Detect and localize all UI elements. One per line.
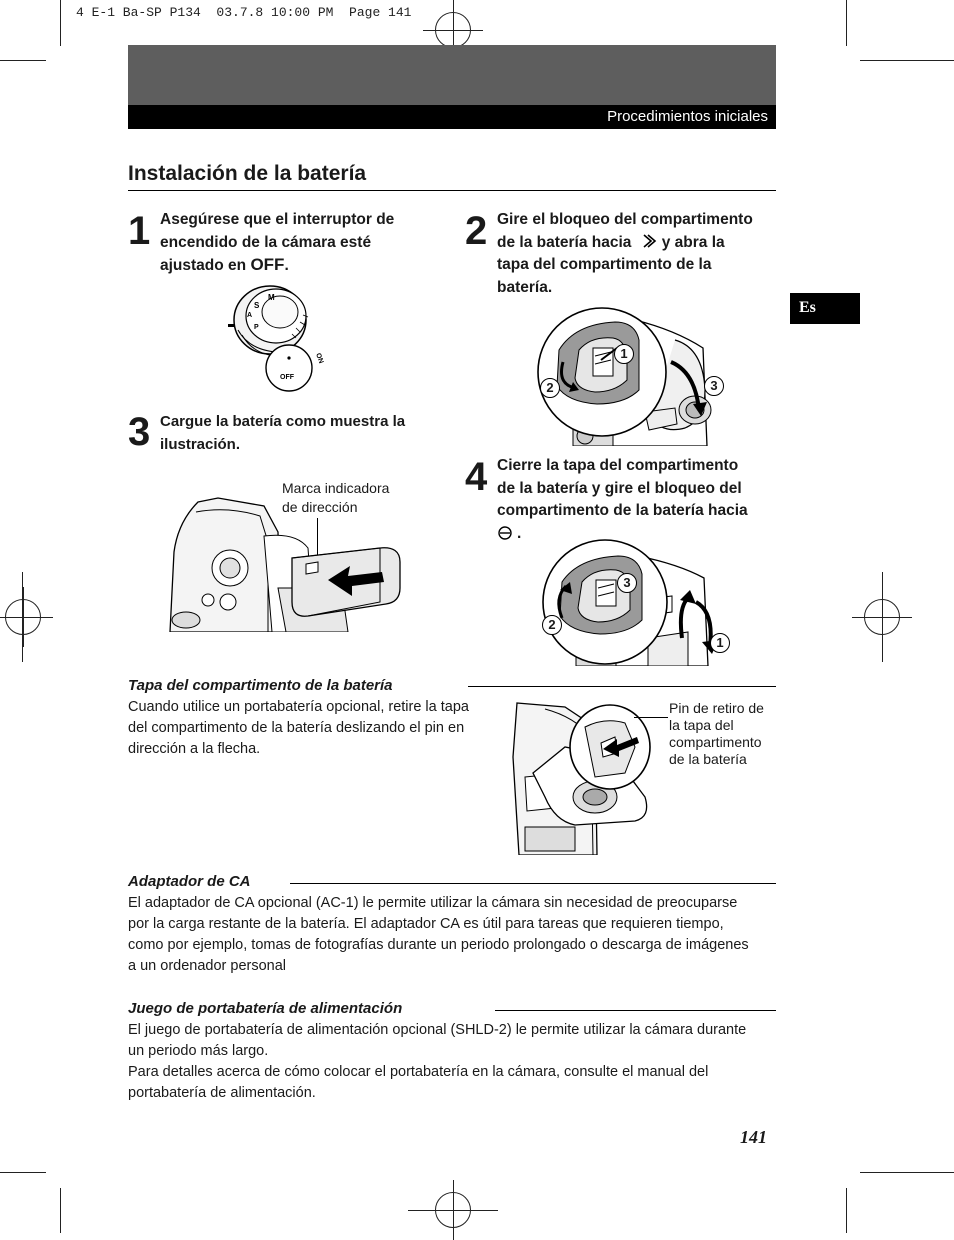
- step-3-number: 3: [128, 410, 151, 454]
- title-rule: [128, 190, 776, 191]
- unlock-direction-icon: [640, 233, 658, 249]
- step-4-callout-1: 1: [710, 633, 730, 653]
- step-2-callout-1: 1: [614, 344, 634, 364]
- body-line: a un ordenador personal: [128, 958, 287, 974]
- lock-direction-icon: [497, 525, 513, 541]
- step-2-line: tapa del compartimento de la: [497, 256, 712, 273]
- body-line: El juego de portabatería de alimentación opcional (SHLD-2) le permite utilizar la cámara durante: [128, 1022, 747, 1038]
- dial-label-m: M: [268, 293, 275, 302]
- caption-line: de dirección: [282, 499, 358, 515]
- step-2-number: 2: [465, 209, 488, 253]
- step-1-line-text: ajustado en: [160, 257, 251, 274]
- step-4-number: 4: [465, 455, 488, 499]
- insert-battery-illustration: [168, 492, 408, 632]
- step-4-line: Cierre la tapa del compartimento: [497, 457, 739, 474]
- registration-mark-left: [0, 587, 53, 647]
- dial-label-on: ON: [314, 352, 325, 365]
- cover-pin-removal-illustration: [505, 697, 675, 855]
- section-rule-ac-adapter: [290, 883, 776, 884]
- open-battery-cover-illustration: [535, 300, 735, 446]
- step-1-line: ajustado en OFF.: [160, 255, 289, 274]
- step-2-line-text: y abra la: [661, 233, 725, 251]
- section-heading-cover: Tapa del compartimento de la batería: [128, 677, 393, 694]
- caption-line: compartimento: [669, 734, 762, 750]
- step-2-line: [497, 232, 753, 255]
- close-battery-cover-illustration: [538, 538, 738, 666]
- step-1-line: encendido de la cámara esté: [160, 233, 372, 251]
- dial-label-a: A: [247, 312, 253, 319]
- pin-caption: [669, 700, 764, 768]
- step-2-line: Gire el bloqueo del compartimento: [497, 211, 753, 228]
- section-body-ac-adapter: [128, 893, 749, 977]
- body-line: portabatería de alimentación.: [128, 1085, 316, 1101]
- page-number: 141: [740, 1127, 767, 1147]
- step-4-callout-2: 2: [542, 615, 562, 635]
- language-tab-label: Es: [799, 299, 816, 316]
- section-rule-cover: [468, 686, 776, 687]
- dial-label-p: P: [254, 324, 259, 331]
- section-name: Procedimientos iniciales: [607, 108, 768, 125]
- body-line: por la carga restante de la batería. El adaptador CA es útil para tareas que requieren tiempo,: [128, 916, 724, 932]
- step-4-line: compartimento de la batería hacia: [497, 502, 748, 519]
- mode-dial-illustration: [222, 280, 332, 392]
- step-2-line: batería.: [497, 278, 553, 296]
- caption-line: de la batería: [669, 751, 747, 767]
- body-line: Cuando utilice un portabatería opcional, retire la tapa: [128, 699, 469, 715]
- header-banner: [128, 45, 776, 105]
- section-body-cover: [128, 697, 469, 760]
- body-line: del compartimento de la batería deslizando el pin en: [128, 720, 465, 736]
- caption-line: la tapa del: [669, 717, 734, 733]
- body-line: El adaptador de CA opcional (AC-1) le permite utilizar la cámara sin necesidad de preocuparse: [128, 895, 738, 911]
- step-3-line: ilustración.: [160, 435, 241, 453]
- caption-line: Marca indicadora: [282, 480, 390, 496]
- section-heading-ac-adapter: Adaptador de CA: [128, 873, 251, 890]
- section-bar: [128, 105, 776, 129]
- section-rule-battery-holder: [495, 1010, 776, 1011]
- registration-mark-right: [852, 587, 912, 647]
- step-3-text: [160, 411, 405, 456]
- step-1-line: Asegúrese que el interruptor de: [160, 211, 395, 228]
- section-body-battery-holder: [128, 1020, 746, 1104]
- section-heading-battery-holder: Juego de portabatería de alimentación: [128, 1000, 403, 1017]
- step-2-line-text: de la batería hacia: [497, 233, 632, 251]
- step-4-line: de la batería y gire el bloqueo del: [497, 479, 742, 497]
- step-1-number: 1: [128, 209, 151, 253]
- language-tab: [790, 293, 860, 324]
- caption-line: Pin de retiro de: [669, 700, 764, 716]
- step-2-callout-2: 2: [540, 378, 560, 398]
- step-2-text: [497, 209, 753, 299]
- registration-mark-bottom: [423, 1180, 483, 1240]
- dial-label-off: OFF: [280, 374, 294, 381]
- body-line: como por ejemplo, tomas de fotografías durante un periodo prolongado o descarga de imágenes: [128, 937, 749, 953]
- step-2-callout-3: 3: [704, 376, 724, 396]
- step-4-callout-3: 3: [617, 573, 637, 593]
- step-3-line: Cargue la batería como muestra la: [160, 413, 406, 430]
- off-label: OFF: [250, 255, 285, 274]
- pin-leader-line: [634, 717, 668, 718]
- body-line: Para detalles acerca de cómo colocar el portabatería en la cámara, consulte el manual del: [128, 1064, 709, 1080]
- body-line: dirección a la flecha.: [128, 741, 261, 757]
- print-header: 4 E-1 Ba-SP P134 03.7.8 10:00 PM Page 141: [76, 5, 412, 20]
- step-1-text: [160, 209, 394, 278]
- step-4-text: [497, 455, 748, 545]
- step-4-line-end: .: [517, 524, 522, 542]
- dial-label-s: S: [254, 301, 260, 310]
- body-line: un periodo más largo.: [128, 1043, 269, 1059]
- page-title: Instalación de la batería: [128, 162, 367, 185]
